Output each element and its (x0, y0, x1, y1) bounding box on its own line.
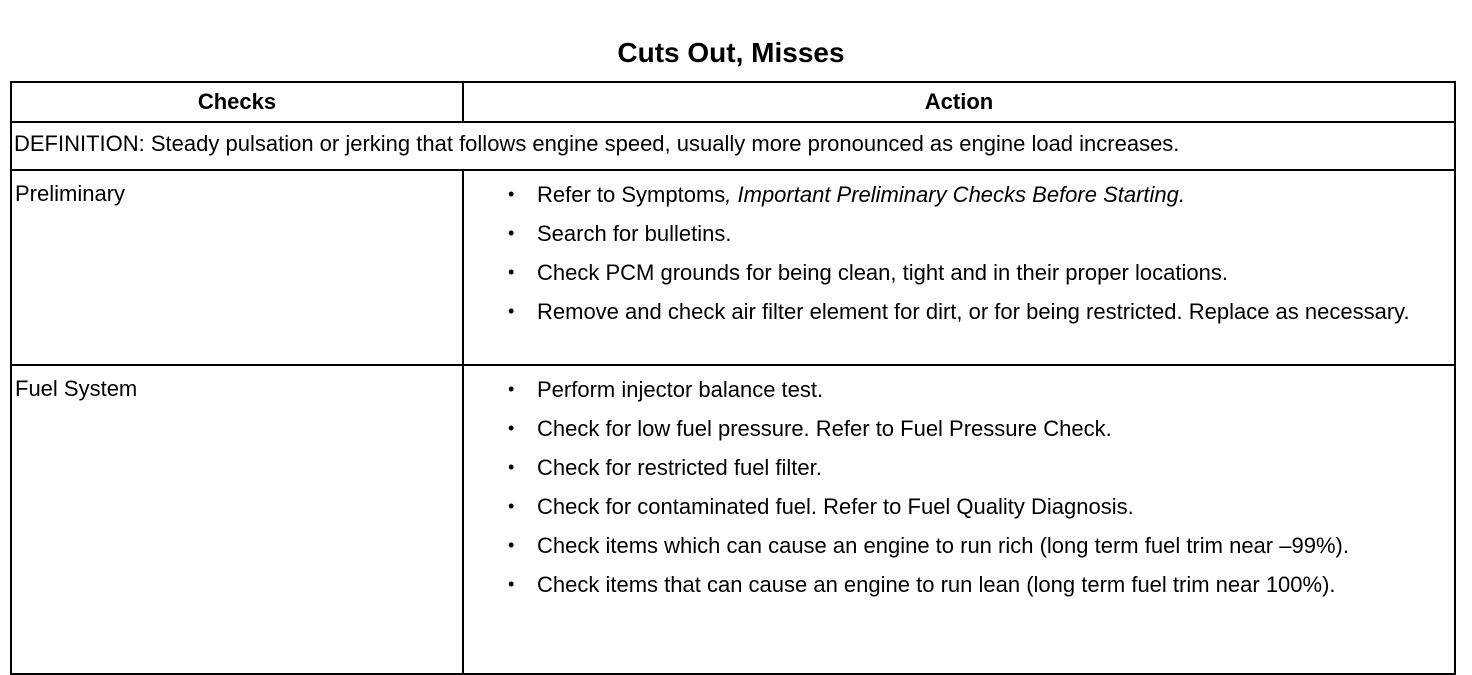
action-text: Refer to Symptoms (537, 182, 726, 207)
list-item (508, 257, 1424, 288)
bullet-icon: • (508, 535, 515, 555)
list-item (508, 296, 1424, 327)
bullet-icon: • (508, 301, 515, 321)
action-text: Check for restricted fuel filter. (537, 455, 822, 480)
list-item (508, 413, 1424, 444)
action-text: Check items which can cause an engine to run rich (long term fuel trim near –99%). (537, 533, 1349, 558)
bullet-icon: • (508, 418, 515, 438)
list-item (508, 218, 1424, 249)
action-text: Check for contaminated fuel. Refer to Fuel Quality Diagnosis. (537, 494, 1134, 519)
action-text: Perform injector balance test. (537, 377, 824, 402)
list-item (508, 179, 1424, 210)
action-text-italic: , Important Preliminary Checks Before Starting. (725, 182, 1186, 207)
bullet-icon: • (508, 574, 515, 594)
definition-text: DEFINITION: Steady pulsation or jerking that follows engine speed, usually more pronounced as engine load increases. (11, 122, 1455, 170)
action-list (464, 366, 1454, 600)
table-row (11, 365, 1455, 674)
list-item (508, 374, 1424, 405)
action-cell (463, 365, 1455, 674)
check-label-preliminary: Preliminary (11, 170, 463, 365)
list-item (508, 569, 1424, 600)
bullet-icon: • (508, 496, 515, 516)
list-item (508, 452, 1424, 483)
action-text: Check PCM grounds for being clean, tight and in their proper locations. (537, 260, 1228, 285)
diagnosis-table (10, 81, 1456, 675)
action-text: Search for bulletins. (537, 221, 732, 246)
column-header-action: Action (463, 82, 1455, 122)
list-item (508, 530, 1424, 561)
definition-row (11, 122, 1455, 170)
column-header-checks: Checks (11, 82, 463, 122)
action-text: Remove and check air filter element for dirt, or for being restricted. Replace as necessary. (537, 299, 1410, 324)
bullet-icon: • (508, 457, 515, 477)
bullet-icon: • (508, 262, 515, 282)
check-label-fuel-system: Fuel System (11, 365, 463, 674)
bullet-icon: • (508, 184, 515, 204)
page-title: Cuts Out, Misses (617, 37, 845, 68)
list-item (508, 491, 1424, 522)
bullet-icon: • (508, 223, 515, 243)
action-text: Check items that can cause an engine to run lean (long term fuel trim near 100%). (537, 572, 1336, 597)
action-cell (463, 170, 1455, 365)
table-header-row (11, 82, 1455, 122)
bullet-icon: • (508, 379, 515, 399)
action-list (464, 171, 1454, 327)
action-text: Check for low fuel pressure. Refer to Fuel Pressure Check. (537, 416, 1112, 441)
table-row (11, 170, 1455, 365)
